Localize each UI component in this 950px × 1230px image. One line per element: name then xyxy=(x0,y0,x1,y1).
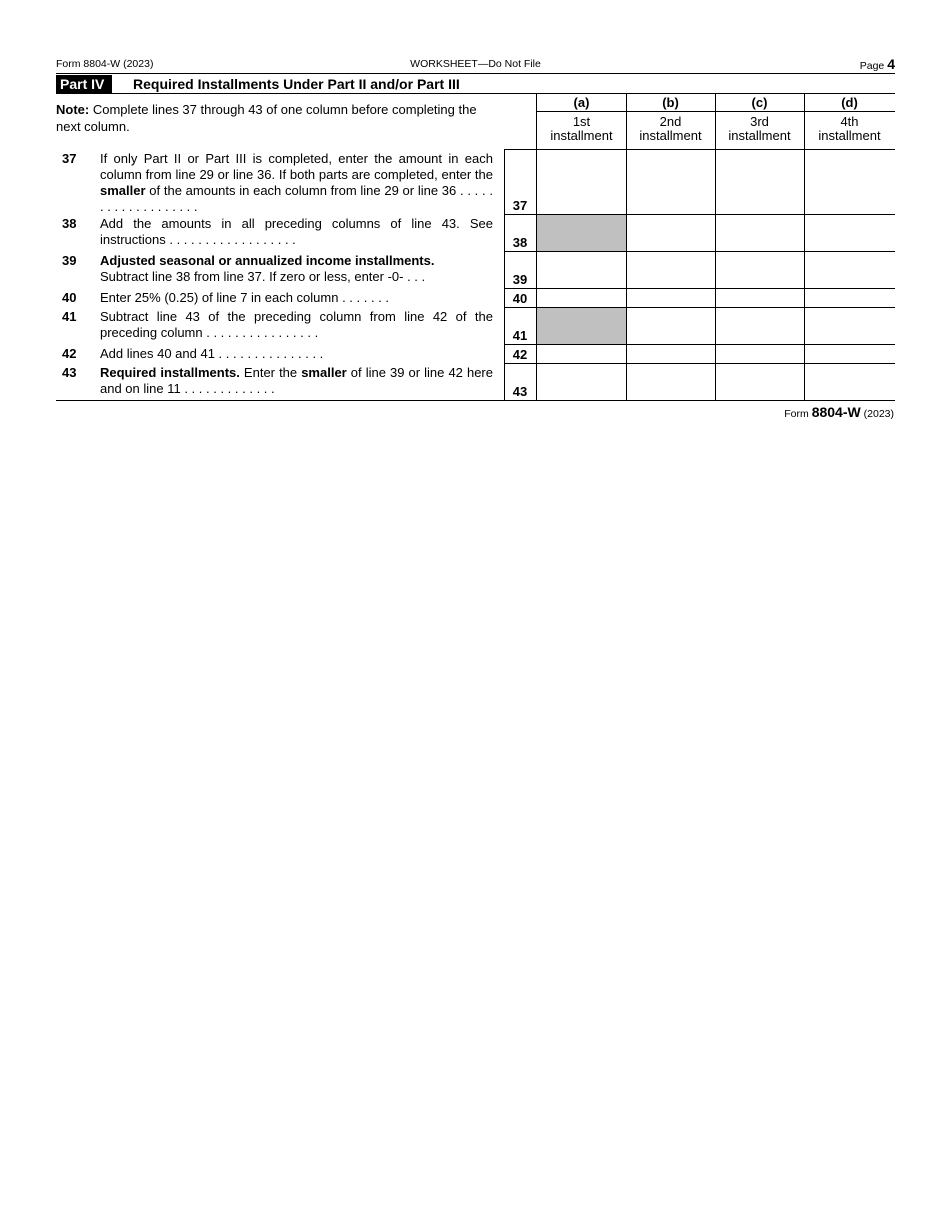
page-number: Page 4 xyxy=(859,56,895,72)
grid-line xyxy=(504,363,895,364)
line-42 xyxy=(56,346,895,363)
column-header-c: (c) 3rd installment xyxy=(715,94,804,150)
part-header xyxy=(56,75,895,94)
grid-line xyxy=(504,344,895,345)
page-header xyxy=(56,56,895,72)
line-description: Subtract line 43 of the preceding column from line 42 of the preceding column . . . . . . . . . . . . . . . . xyxy=(100,309,493,340)
line-box-number: 38 xyxy=(512,235,528,250)
grid-line xyxy=(504,214,895,215)
line-box-number: 37 xyxy=(512,198,528,213)
line-description: Adjusted seasonal or annualized income installments. Subtract line 38 from line 37. If zero or less, enter -0- . . . xyxy=(100,253,435,284)
header-rule xyxy=(56,73,895,74)
grid-line xyxy=(536,111,895,112)
line-description: Add lines 40 and 41 . . . . . . . . . . . . . . . xyxy=(100,346,324,361)
line-number: 38 xyxy=(62,216,77,231)
line-number: 40 xyxy=(62,290,77,305)
line-43 xyxy=(56,365,895,400)
part-tag: Part IV xyxy=(56,75,112,94)
line-box-number: 41 xyxy=(512,328,528,343)
line-description: Add the amounts in all preceding columns of line 43. See instructions . . . . . . . . . . . . . . . . . . xyxy=(100,216,493,247)
column-header-a: (a) 1st installment xyxy=(537,94,626,150)
line-description: If only Part II or Part III is completed, enter the amount in each column from line 29 or line 36. If both parts are completed, enter the smaller of the amounts in each column from line 29 or line 36 . . . . . . . . . . . . . . . . . . . xyxy=(100,151,493,214)
grid-line xyxy=(504,288,895,289)
line-number: 42 xyxy=(62,346,77,361)
line-41 xyxy=(56,309,895,344)
grid-line xyxy=(56,400,895,401)
line-number: 43 xyxy=(62,365,77,380)
note: Note: Complete lines 37 through 43 of one column before completing the next column. xyxy=(56,102,477,134)
line-number: 37 xyxy=(62,151,77,166)
column-header-b: (b) 2nd installment xyxy=(626,94,715,150)
grid-line xyxy=(504,149,895,150)
line-number: 41 xyxy=(62,309,77,324)
line-number: 39 xyxy=(62,253,77,268)
part-title: Required Installments Under Part II and/or Part III xyxy=(133,76,460,92)
page-footer: Form 8804-W (2023) xyxy=(784,404,894,420)
column-header-d: (d) 4th installment xyxy=(804,94,895,150)
worksheet-label: WORKSHEET—Do Not File xyxy=(410,58,541,70)
line-39 xyxy=(56,253,895,288)
grid-line xyxy=(504,307,895,308)
line-40 xyxy=(56,290,895,307)
line-box-number: 43 xyxy=(512,384,528,399)
line-box-number: 40 xyxy=(512,291,528,306)
line-description: Enter 25% (0.25) of line 7 in each column . . . . . . . xyxy=(100,290,390,305)
line-37 xyxy=(56,151,895,214)
line-box-number: 39 xyxy=(512,272,528,287)
line-description: Required installments. Enter the smaller of line 39 or line 42 here and on line 11 . . . . . . . . . . . . . xyxy=(100,365,493,396)
line-box-number: 42 xyxy=(512,347,528,362)
grid-line xyxy=(504,251,895,252)
form-label: Form 8804-W (2023) xyxy=(56,58,154,70)
line-38 xyxy=(56,216,895,251)
